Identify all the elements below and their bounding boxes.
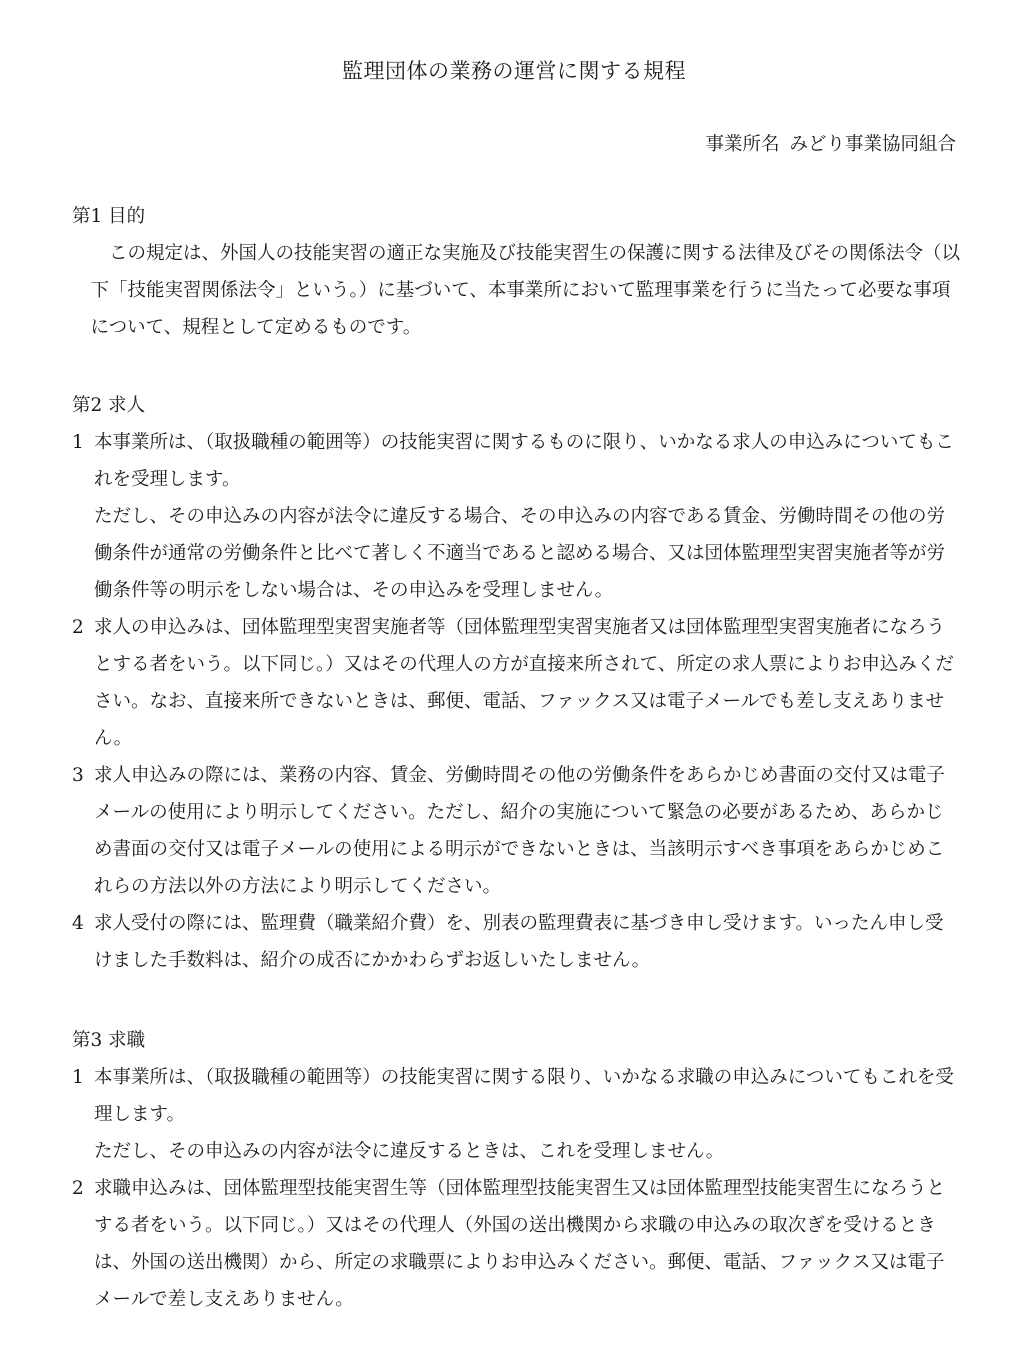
list-item xyxy=(72,757,962,905)
item-number: 4 xyxy=(72,913,84,934)
item-number: 2 xyxy=(72,617,84,638)
item-text: 本事業所は、（取扱職種の範囲等）の技能実習に関する限り、いかなる求職の申込みについてもこれを受理します。 xyxy=(94,1067,954,1125)
item-number: 2 xyxy=(72,1178,84,1199)
item-text: 求人の申込みは、団体監理型実習実施者等（団体監理型実習実施者又は団体監理型実習実施者になろうとする者をいう。以下同じ。）又はその代理人の方が直接来所されて、所定の求人票によりお申込みください。なお、直接来所できないときは、郵便、電話、ファックス又は電子メールでも差し支えありません。 xyxy=(94,617,954,749)
list-item xyxy=(72,905,962,979)
item-number: 3 xyxy=(72,765,84,786)
list-item xyxy=(72,1170,962,1318)
list-item xyxy=(72,609,962,757)
section-heading: 第1 目的 xyxy=(72,206,146,227)
section-heading: 第2 求人 xyxy=(72,395,146,416)
section-heading: 第3 求職 xyxy=(72,1030,146,1051)
section-job-seekers xyxy=(72,1022,962,1318)
list-item xyxy=(72,1059,962,1133)
item-text: 本事業所は、（取扱職種の範囲等）の技能実習に関するものに限り、いかなる求人の申込みについてもこれを受理します。 xyxy=(94,432,954,490)
item-continuation: ただし、その申込みの内容が法令に違反するときは、これを受理しません。 xyxy=(94,1141,725,1162)
section-purpose xyxy=(72,198,962,346)
item-text: 求人受付の際には、監理費（職業紹介費）を、別表の監理費表に基づき申し受けます。いったん申し受けました手数料は、紹介の成否にかかわらずお返しいたしません。 xyxy=(94,913,944,971)
item-number: 1 xyxy=(72,1067,84,1088)
item-text: 求人申込みの際には、業務の内容、賃金、労働時間その他の労働条件をあらかじめ書面の交付又は電子メールの使用により明示してください。ただし、紹介の実施について緊急の必要があるため、あらかじめ書面の交付又は電子メールの使用による明示ができないときは、当該明示すべき事項をあらかじめこれらの方法以外の方法により明示してください。 xyxy=(94,765,946,897)
list-item xyxy=(72,424,962,498)
item-number: 1 xyxy=(72,432,84,453)
item-continuation: ただし、その申込みの内容が法令に違反する場合、その申込みの内容である賃金、労働時間その他の労働条件が通常の労働条件と比べて著しく不適当であると認める場合、又は団体監理型実習実施者等が労働条件等の明示をしない場合は、その申込みを受理しません。 xyxy=(94,506,946,601)
org-label: 事業所名 xyxy=(705,134,780,155)
document-title: 監理団体の業務の運営に関する規程 xyxy=(342,59,686,83)
section-job-offers xyxy=(72,387,962,979)
section-body: この規定は、外国人の技能実習の適正な実施及び技能実習生の保護に関する法律及びその関係法令（以下「技能実習関係法令」という。）に基づいて、本事業所において監理事業を行うに当たって必要な事項について、規程として定めるものです。 xyxy=(90,243,961,338)
item-text: 求職申込みは、団体監理型技能実習生等（団体監理型技能実習生又は団体監理型技能実習生になろうとする者をいう。以下同じ。）又はその代理人（外国の送出機関から求職の申込みの取次ぎを受けるときは、外国の送出機関）から、所定の求職票によりお申込みください。郵便、電話、ファックス又は電子メールで差し支えありません。 xyxy=(94,1178,946,1310)
org-name: みどり事業協同組合 xyxy=(789,134,956,155)
organization-line xyxy=(705,130,956,156)
